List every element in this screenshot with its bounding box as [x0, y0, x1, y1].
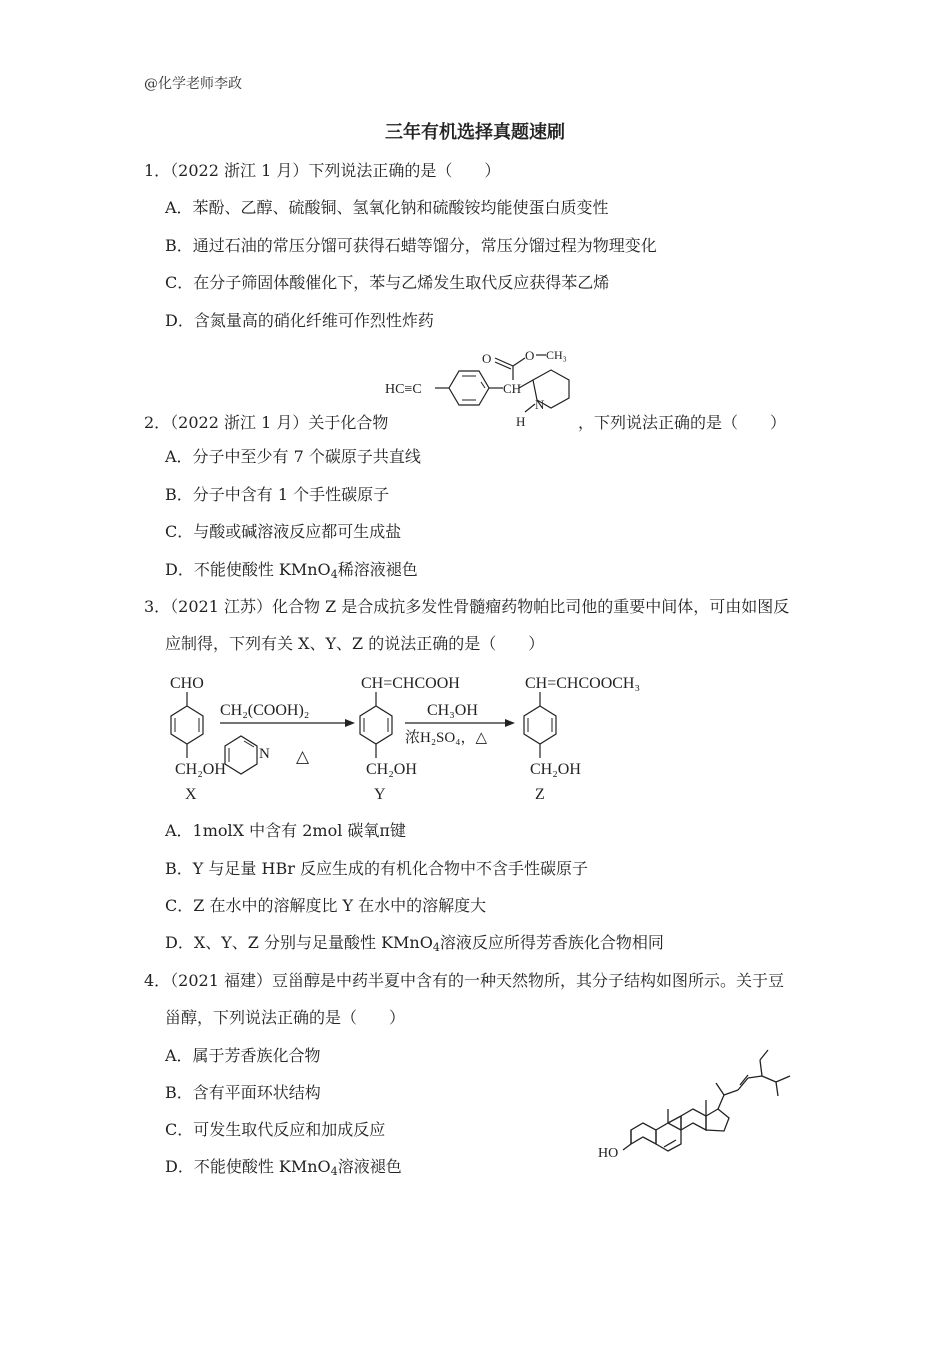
option-c[interactable]: C．与酸或碱溶液反应都可生成盐: [165, 522, 402, 541]
option-d[interactable]: D．不能使酸性 KMnO$_4$溶液褪色: [165, 1157, 402, 1178]
option-b[interactable]: B．通过石油的常压分馏可获得石蜡等馏分，常压分馏过程为物理变化: [165, 236, 657, 255]
y-ch2oh: CH₂OH: [366, 761, 417, 778]
option-c[interactable]: C．可发生取代反应和加成反应: [165, 1120, 386, 1139]
reagent1-heat: △: [296, 747, 310, 766]
reagent1-label: CH₂(COOH)₂: [220, 702, 310, 719]
reagent2-conditions: 浓H₂SO₄，△: [405, 730, 488, 746]
option-a[interactable]: A．分子中至少有 7 个碳原子共直线: [165, 447, 421, 466]
reagent2-label: CH₃OH: [427, 702, 478, 719]
question-stem-line2: 应制得，下列有关 X、Y、Z 的说法正确的是（ ）: [165, 634, 545, 653]
compound-structure-q2: [385, 340, 585, 430]
z-label: Z: [535, 786, 545, 803]
option-c[interactable]: C．Z 在水中的溶解度比 Y 在水中的溶解度大: [165, 896, 487, 915]
structure-label-ester-o: O: [525, 348, 535, 363]
page-title: 三年有机选择真题速刷: [385, 122, 565, 143]
stigmasterol-structure: [598, 1030, 808, 1165]
page-header-watermark: @化学老师李政: [144, 76, 242, 92]
x-ch2oh: CH₂OH: [175, 761, 226, 778]
question-stem-tail: ，下列说法正确的是（ ）: [578, 413, 787, 432]
y-label: Y: [374, 786, 386, 803]
structure-label-alkyne: HC≡C: [385, 382, 422, 397]
structure-label-carbonyl-o: O: [482, 351, 492, 366]
x-cho: CHO: [170, 675, 204, 692]
option-c[interactable]: C．在分子筛固体酸催化下，苯与乙烯发生取代反应获得苯乙烯: [165, 273, 610, 292]
option-a[interactable]: A．1molX 中含有 2mol 碳氧π键: [165, 821, 406, 840]
structure-label-ch: CH: [503, 381, 522, 396]
structure-label-methyl: CH₃: [546, 348, 567, 362]
reagent1-pyridine-n: N: [259, 746, 270, 762]
structure-label-nh-h: H: [516, 414, 526, 429]
structure-label-ho: HO: [598, 1146, 619, 1161]
question-stem-line1: 3．（2021 江苏）化合物 Z 是合成抗多发性骨髓瘤药物帕比司他的重要中间体，可由如图反: [144, 597, 790, 616]
question-stem-line2: 甾醇，下列说法正确的是（ ）: [165, 1008, 406, 1027]
question-stem-line1: 4．（2021 福建）豆甾醇是中药半夏中含有的一种天然物所，其分子结构如图所示。关于豆: [144, 971, 784, 990]
option-b[interactable]: B．分子中含有 1 个手性碳原子: [165, 485, 390, 504]
structure-label-nh-n: N: [535, 397, 545, 412]
y-side-chain: CH=CHCOOH: [361, 675, 460, 692]
option-d[interactable]: D．不能使酸性 KMnO$_4$稀溶液褪色: [165, 560, 418, 581]
option-b[interactable]: B．Y 与足量 HBr 反应生成的有机化合物中不含手性碳原子: [165, 859, 588, 878]
option-d[interactable]: D．X、Y、Z 分别与足量酸性 KMnO$_4$溶液反应所得芳香族化合物相同: [165, 933, 664, 954]
z-ch2oh: CH₂OH: [530, 761, 581, 778]
option-b[interactable]: B．含有平面环状结构: [165, 1083, 321, 1102]
z-side-chain: CH=CHCOOCH₃: [525, 675, 641, 692]
option-d[interactable]: D．含氮量高的硝化纤维可作烈性炸药: [165, 311, 434, 330]
reaction-scheme-q3: [165, 670, 685, 805]
x-label: X: [185, 786, 197, 803]
option-a[interactable]: A．苯酚、乙醇、硫酸铜、氢氧化钠和硫酸铵均能使蛋白质变性: [165, 198, 609, 217]
question-stem: 1．（2022 浙江 1 月）下列说法正确的是（ ）: [144, 161, 501, 180]
option-a[interactable]: A．属于芳香族化合物: [165, 1046, 321, 1065]
question-stem: 2．（2022 浙江 1 月）关于化合物: [144, 413, 389, 432]
